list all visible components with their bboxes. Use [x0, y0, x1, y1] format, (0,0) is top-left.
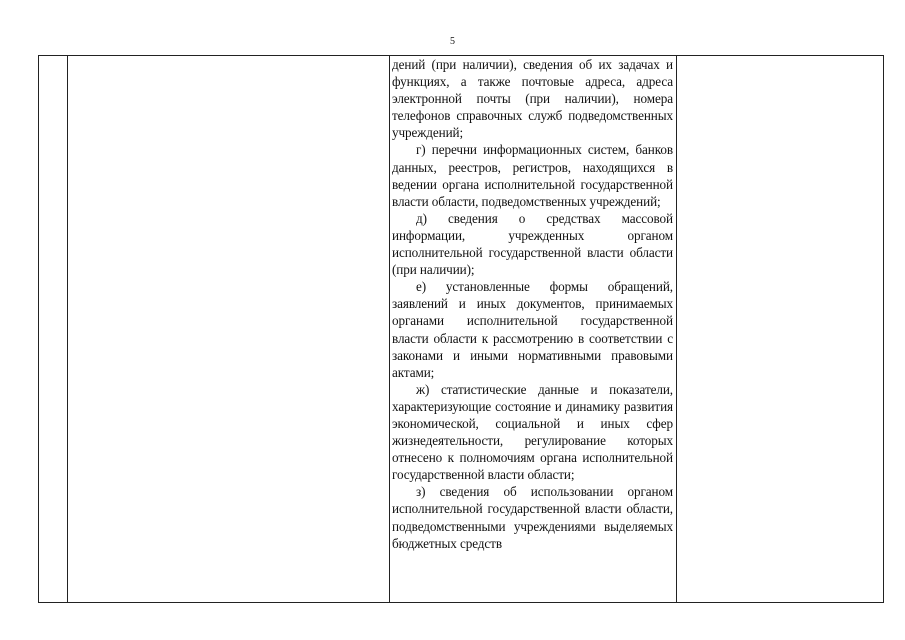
page-number: 5 [450, 36, 455, 47]
paragraph-item-d: д) сведения о средствах массовой информации, учрежденных органом исполнительной государственной власти области (при наличии); [392, 210, 673, 278]
paragraph-item-zh: ж) статистические данные и показатели, характеризующие состояние и динамику развития экономической, социальной и иных сфер жизнедеятельности, регулирование которых отнесено к полномочиям органа исполнительной государственной власти области; [392, 381, 673, 483]
paragraph-item-z: з) сведения об использовании органом исполнительной государственной власти области, подведомственными учреждениями выделяемых бюджетных средств [392, 484, 673, 551]
column-divider-2 [389, 56, 390, 602]
table-cell-column-3 [392, 56, 673, 552]
column-divider-3 [676, 56, 677, 602]
paragraph-item-e: е) установленные формы обращений, заявлений и иных документов, принимаемых органами исполнительной государственной власти области к рассмотрению в соответствии с законами и иными нормативными правовыми актами; [392, 279, 673, 380]
paragraph-continuation: дений (при наличии), сведения об их задачах и функциях, а также почтовые адреса, адреса электронной почты (при наличии), номера телефонов справочных служб подведомственных учреждений; [392, 57, 673, 141]
column-divider-1 [67, 56, 68, 602]
paragraph-item-g: г) перечни информационных систем, банков данных, реестров, регистров, находящихся в ведении органа исполнительной государственной власти области, подведомственных учреждений; [392, 142, 673, 209]
document-table [38, 55, 884, 603]
